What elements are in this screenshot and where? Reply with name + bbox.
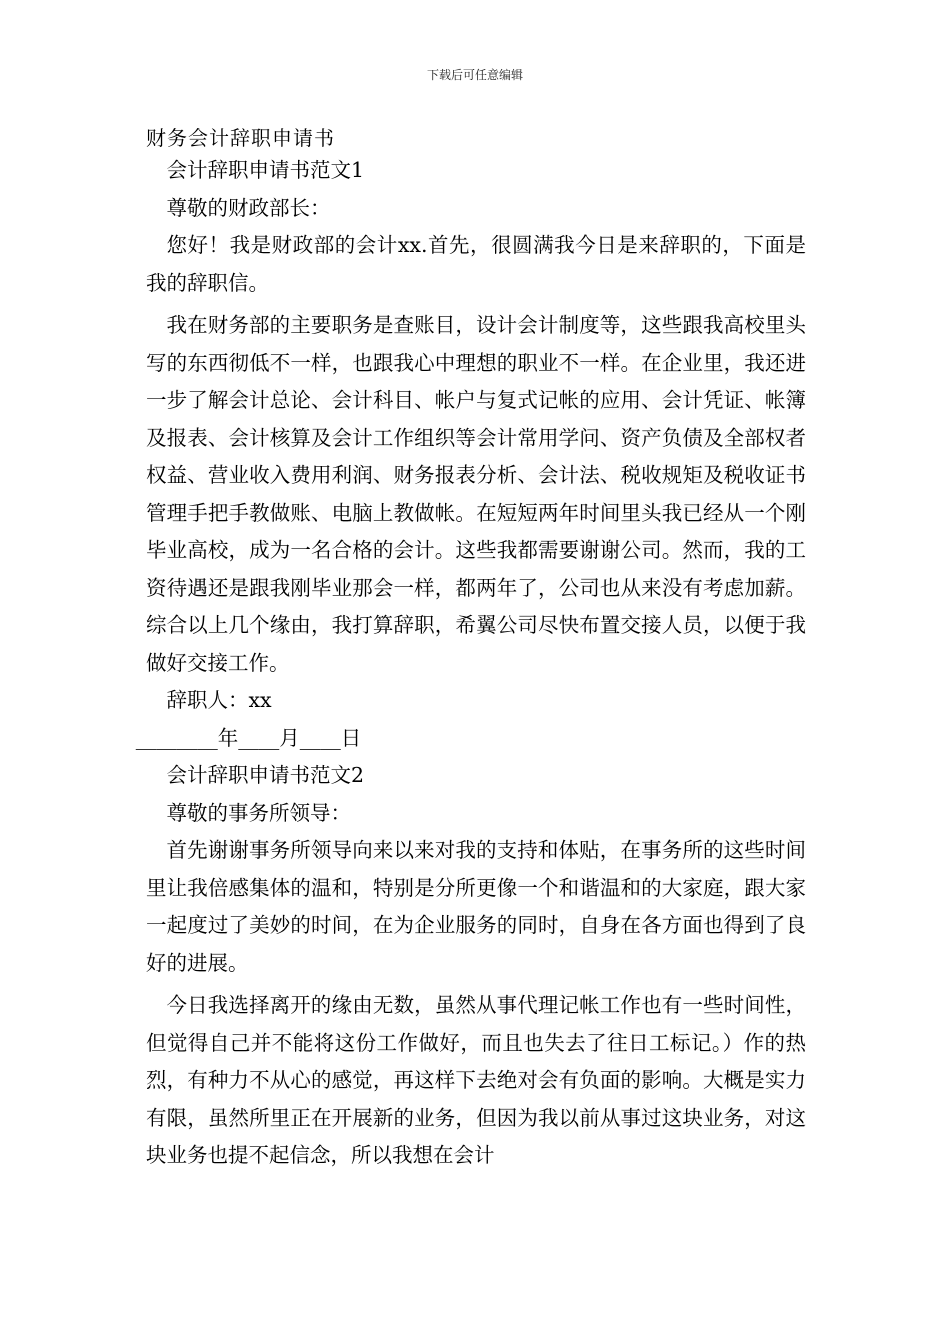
section-heading-2: 会计辞职申请书范文2 (166, 763, 365, 787)
signature-name: 辞职人：xx (166, 688, 272, 712)
paragraph-body-3: 今日我选择离开的缘由无数，虽然从事代理记帐工作也有一些时间性，但觉得自己并不能将这份工作做好，而且也失去了往日工标记。）作的热烈，有种力不从心的感觉，再这样下去绝对会有负面的影响。大概是实力有限，虽然所里正在开展新的业务，但因为我以前从事过这块业务，对这块业务也提不起信念，所以我想在会计 (146, 993, 806, 1167)
document-body (135, 152, 806, 1175)
salutation-2: 尊敬的事务所领导： (166, 800, 351, 825)
paragraph-greeting: 您好！我是财政部的会计xx.首先，很圆满我今日是来辞职的，下面是我的辞职信。 (146, 233, 806, 295)
salutation-1: 尊敬的财政部长： (166, 195, 331, 220)
paragraph-body-1: 我在财务部的主要职务是查账目，设计会计制度等，这些跟我高校里头写的东西彻低不一样，也跟我心中理想的职业不一样。在企业里，我还进一步了解会计总论、会计科目、帐户与复式记帐的应用、会计凭证、帐簿及报表、会计核算及会计工作组织等会计常用学问、资产负债及全部权者权益、营业收入费用利润、财务报表分析、会计法、税收规矩及税收证书管理手把手教做账、电脑上教做帐。在短短两年时间里头我已经从一个刚毕业高校，成为一名合格的会计。这些我都需要谢谢公司。然而，我的工资待遇还是跟我刚毕业那会一样，都两年了，公司也从来没有考虑加薪。综合以上几个缘由，我打算辞职，希翼公司尽快布置交接人员，以便于我做好交接工作。 (146, 313, 806, 675)
section-heading-1: 会计辞职申请书范文1 (166, 158, 365, 182)
signature-date: ________年____月____日 (135, 725, 362, 750)
paragraph-body-2: 首先谢谢事务所领导向来以来对我的支持和体贴，在事务所的这些时间里让我倍感集体的温和，特别是分所更像一个和谐温和的大家庭，跟大家一起度过了美妙的时间，在为企业服务的同时，自身在各方面也得到了良好的进展。 (146, 838, 806, 975)
header-note: 下载后可任意编辑 (426, 68, 523, 82)
document-title: 财务会计辞职申请书 (146, 126, 335, 150)
